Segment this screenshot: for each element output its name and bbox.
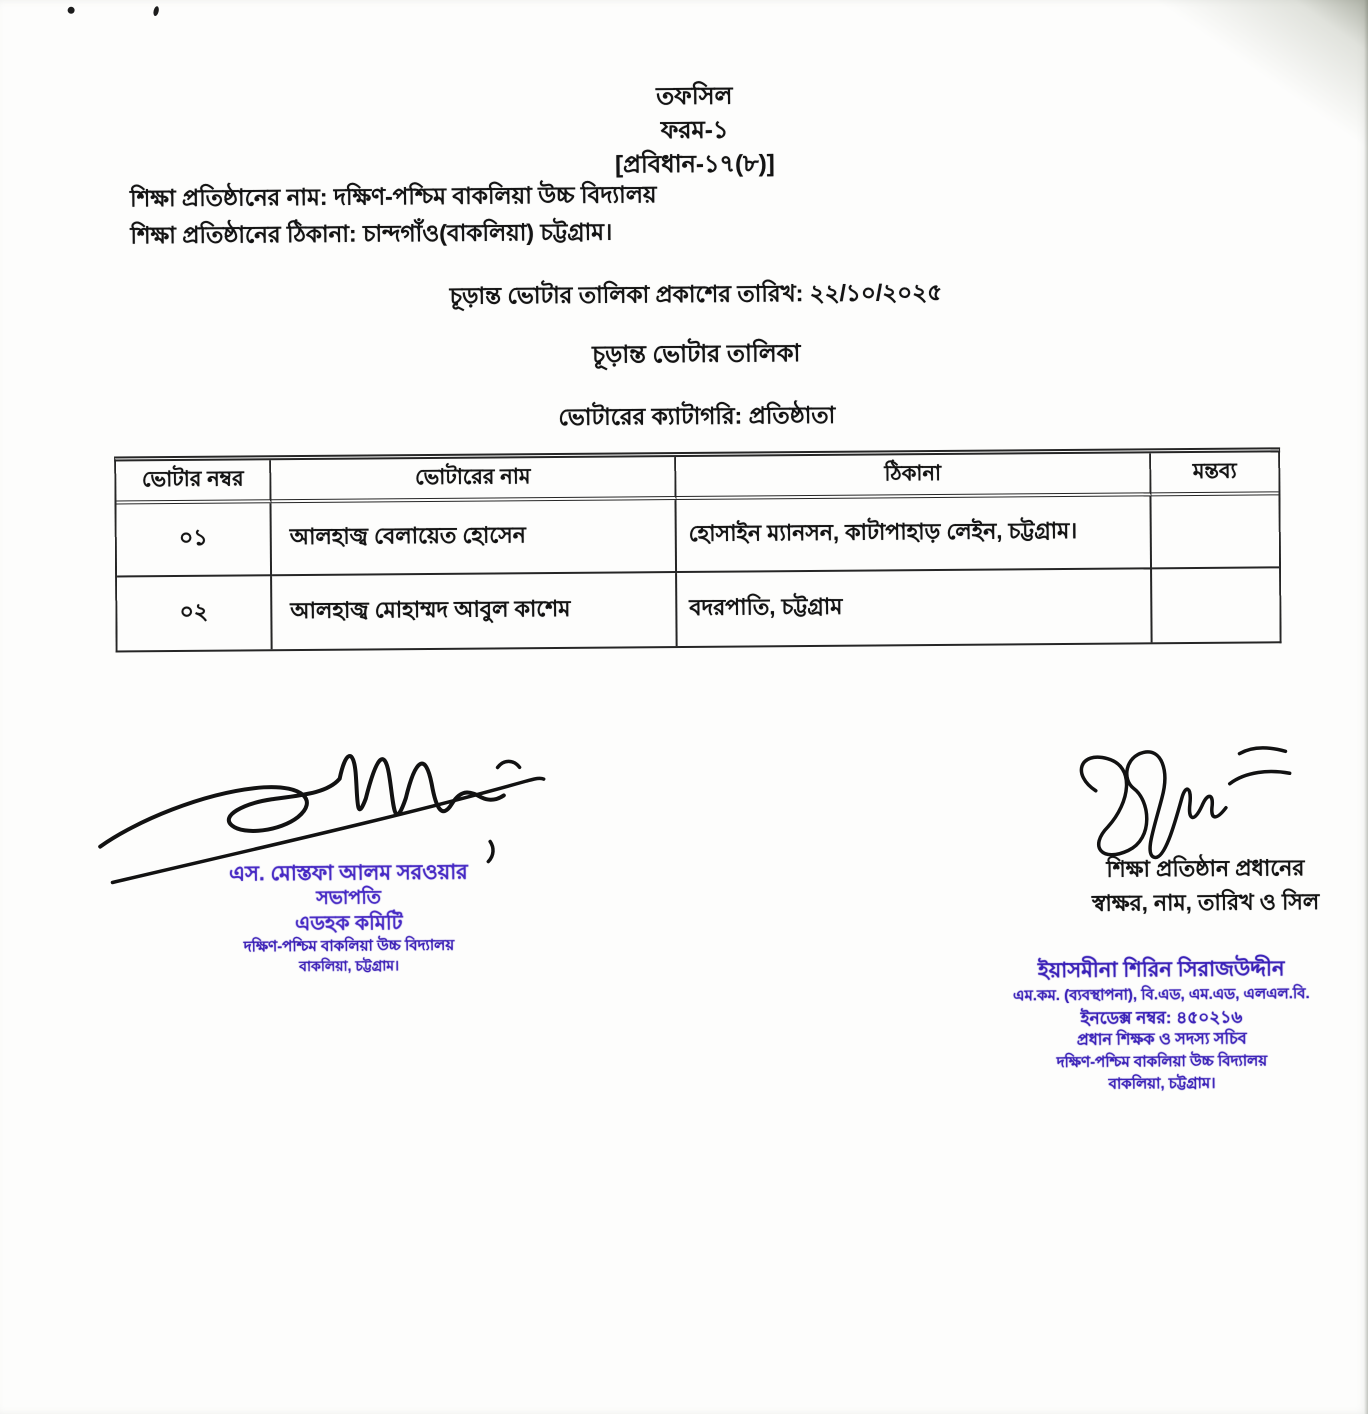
stamp-name: ইয়াসমীনা শিরিন সিরাজউদ্দীন (1037, 957, 1285, 983)
header-address: ঠিকানা (676, 453, 1151, 500)
stamp-location: বাকলিয়া, চট্টগ্রাম। (299, 957, 400, 975)
stamp-school-name: দক্ষিণ-পশ্চিম বাকলিয়া উচ্চ বিদ্যালয় (243, 936, 455, 956)
label-line-2: স্বাক্ষর, নাম, তারিখ ও সিল (1091, 889, 1320, 916)
stamp-index-number: ইনডেক্স নম্বর: ৪৫০২১৬ (1080, 1007, 1243, 1028)
header-voter-number: ভোটার নম্বর (116, 460, 271, 504)
voter-table (114, 447, 1282, 652)
chairman-stamp (180, 859, 517, 977)
headmaster-signature (1043, 739, 1304, 866)
ink-mark (153, 6, 160, 17)
address-cell: বদরপাতি, চট্টগ্রাম (677, 569, 1153, 646)
regulation-reference: [প্রবিধান-১৭(৮)] (614, 150, 775, 179)
header-voter-name: ভোটারের নাম (271, 457, 676, 503)
headmaster-signature-label (1030, 851, 1368, 922)
document-heading (10, 75, 1368, 188)
stamp-name: এস. মোস্তফা আলম সরওয়ার (228, 860, 468, 886)
institution-name-line: শিক্ষা প্রতিষ্ঠানের নাম: দক্ষিণ-পশ্চিম বাকলিয়া উচ্চ বিদ্যালয় (129, 181, 657, 212)
voter-number-cell: ০১ (117, 503, 273, 577)
headmaster-stamp (986, 955, 1337, 1097)
voter-name-cell: আলহাজ্ব মোহাম্মদ আবুল কাশেম (272, 573, 678, 649)
form-number: ফরম-১ (660, 116, 729, 145)
header-remarks: মন্তব্য (1151, 452, 1278, 496)
voter-name-cell: আলহাজ্ব বেলায়েত হোসেন (271, 500, 677, 576)
remarks-cell (1152, 568, 1280, 642)
stamp-designation: প্রধান শিক্ষক ও সদস্য সচিব (1076, 1030, 1247, 1049)
voter-number-cell: ০২ (117, 576, 273, 650)
schedule-title: তফসিল (656, 82, 733, 111)
voter-category-line: ভোটারের ক্যাটাগরি: প্রতিষ্ঠাতা (558, 401, 836, 430)
ink-mark (68, 7, 75, 14)
stamp-location: বাকলিয়া, চট্টগ্রাম। (1108, 1074, 1216, 1093)
stamp-committee: এডহক কমিটি (294, 912, 403, 936)
stamp-degrees: এম.কম. (ব্যবস্থাপনা), বি.এড, এম.এড, এলএল.বি. (1012, 985, 1310, 1005)
label-line-1: শিক্ষা প্রতিষ্ঠান প্রধানের (1106, 855, 1305, 882)
institution-info (130, 176, 657, 254)
publish-date-line: চূড়ান্ত ভোটার তালিকা প্রকাশের তারিখ: ২২/১০/২০২৫ (449, 278, 943, 309)
stamp-school-name: দক্ষিণ-পশ্চিম বাকলিয়া উচ্চ বিদ্যালয় (1056, 1052, 1268, 1072)
institution-address-line: শিক্ষা প্রতিষ্ঠানের ঠিকানা: চান্দগাঁও(বাকলিয়া) চট্টগ্রাম। (130, 218, 613, 249)
remarks-cell (1151, 495, 1279, 569)
address-cell: হোসাইন ম্যানসন, কাটাপাহাড় লেইন, চট্টগ্রাম। (676, 496, 1152, 573)
stamp-designation: সভাপতি (316, 887, 382, 909)
list-title: চূড়ান্ত ভোটার তালিকা (592, 340, 801, 369)
signature-stroke (1043, 739, 1304, 866)
